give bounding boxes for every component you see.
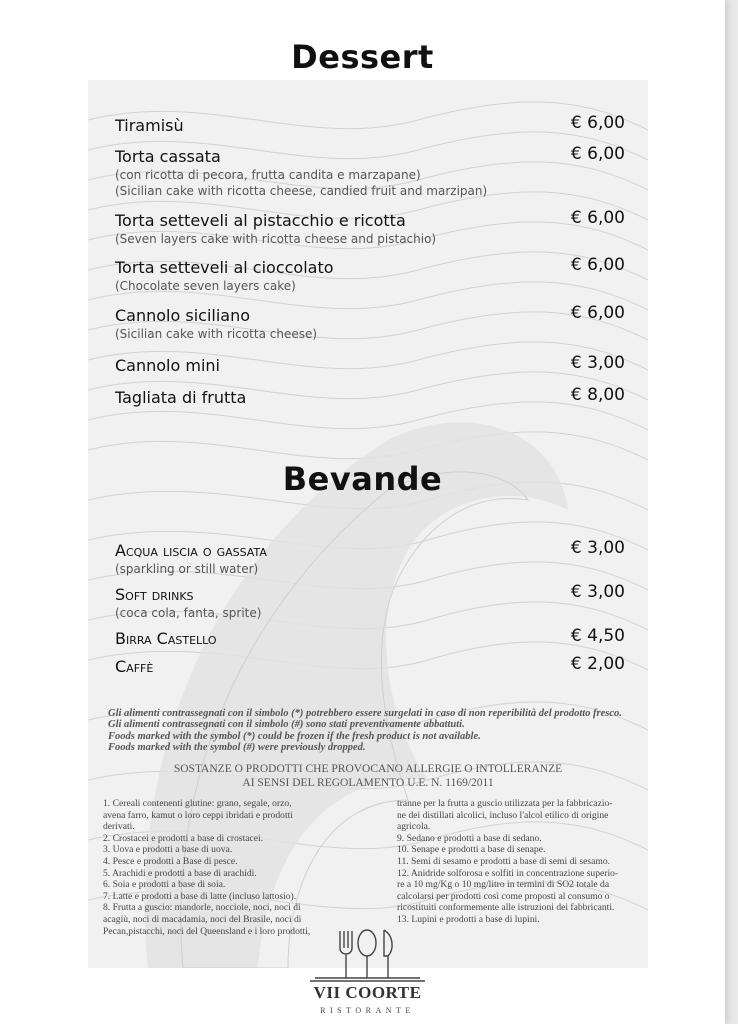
allergen-line: 13. Lupini e prodotti a base di lupini. xyxy=(397,913,540,925)
menu-item xyxy=(115,626,625,649)
allergen-line: 6. Soia e prodotti a base di soia. xyxy=(103,879,226,891)
allergens-title xyxy=(88,762,648,790)
allergen-line: ricostituiti conformemente alle istruzioni dei fabbricanti. xyxy=(397,902,615,914)
allergen-line: 5. Arachidi e prodotti a base di arachidi. xyxy=(103,867,257,879)
item-name: Caffè xyxy=(115,657,154,676)
item-price: € 8,00 xyxy=(570,385,625,405)
item-price: € 6,00 xyxy=(570,144,625,164)
item-description: (Sicilian cake with ricotta cheese, candied fruit and marzipan) xyxy=(115,184,488,198)
item-price: € 6,00 xyxy=(570,255,625,275)
allergen-line: 11. Semi di sesamo e prodotti a base di semi di sesamo. xyxy=(397,855,611,867)
restaurant-subtitle: RISTORANTE xyxy=(320,1006,415,1015)
allergens-title-line: AI SENSI DEL REGOLAMENTO U.E. N. 1169/2011 xyxy=(242,777,494,789)
bevande-title: Bevande xyxy=(282,460,443,498)
frozen-notice xyxy=(108,708,648,753)
notice-line: Foods marked with the symbol (#) were previously dropped. xyxy=(108,742,366,753)
allergen-line: 2. Crostacei e prodotti a base di crostacei. xyxy=(103,832,264,844)
allergen-line: calcolarsi per prodotti così come proposti al consumo o xyxy=(397,890,610,902)
item-name: Torta setteveli al cioccolato xyxy=(115,258,334,277)
item-price: € 3,00 xyxy=(570,582,625,602)
notice-line: Gli alimenti contrassegnati con il simbolo (#) sono stati preventivamente abbattuti. xyxy=(108,719,465,730)
item-name: Torta cassata xyxy=(115,147,221,166)
restaurant-name: VII COORTE xyxy=(313,983,422,1002)
item-description: (Seven layers cake with ricotta cheese and pistachio) xyxy=(115,232,437,246)
menu-item xyxy=(115,144,625,199)
allergen-line: 1. Cereali contenenti glutine: grano, segale, orzo, xyxy=(103,798,292,809)
item-description: (sparkling or still water) xyxy=(115,562,259,576)
item-name: Acqua liscia o gassata xyxy=(115,541,267,560)
menu-item xyxy=(115,255,625,294)
allergen-line: acagiù, noci di macadamia, noci del Brasile, noci di xyxy=(103,913,302,925)
item-price: € 3,00 xyxy=(570,353,625,373)
allergen-line: Pecan,pistacchi, noci del Queensland e i loro prodotti, xyxy=(103,925,311,937)
allergen-line: 3. Uova e prodotti a base di uova. xyxy=(103,844,233,856)
item-price: € 6,00 xyxy=(570,303,625,323)
allergen-line: 10. Senape e prodotti a base di senape. xyxy=(397,844,546,856)
menu-item xyxy=(115,113,625,136)
allergen-line: re a 10 mg/Kg o 10 mg/litro in termini di SO2 totale da xyxy=(397,879,610,891)
allergens-title-line: SOSTANZE O PRODOTTI CHE PROVOCANO ALLERGIE O INTOLLERANZE xyxy=(173,763,563,775)
notice-line: Foods marked with the symbol (*) could be frozen if the fresh product is not available. xyxy=(108,731,481,742)
allergen-line: 9. Sedano e prodotti a base di sedano. xyxy=(397,832,542,844)
allergen-line: ne dei distillati alcolici, incluso l'alcol etilico di origine xyxy=(397,809,609,821)
allergen-line: avena farro, kamut o loro ceppi ibridati e prodotti xyxy=(103,809,293,821)
allergen-line: 4. Pesce e prodotti a Base di pesce. xyxy=(103,855,238,867)
item-price: € 6,00 xyxy=(570,208,625,228)
dessert-title: Dessert xyxy=(291,38,434,76)
item-price: € 6,00 xyxy=(570,113,625,133)
allergen-line: 12. Anidride solforosa e solfiti in concentrazione superio- xyxy=(397,867,619,879)
item-price: € 4,50 xyxy=(570,626,625,646)
allergen-line: 8. Frutta a guscio: mandorle, nocciole, noci, noci di xyxy=(103,902,301,914)
notice-line: Gli alimenti contrassegnati con il simbolo (*) potrebbero essere surgelati in caso di non reperibilità del prodotto fresco. xyxy=(108,708,622,719)
item-name: Tagliata di frutta xyxy=(115,388,247,407)
menu-item xyxy=(115,303,625,342)
menu-item xyxy=(115,654,625,677)
allergen-line: derivati. xyxy=(103,821,135,833)
item-description: (Chocolate seven layers cake) xyxy=(115,279,296,293)
item-name: Cannolo mini xyxy=(115,356,220,375)
item-name: Cannolo siciliano xyxy=(115,306,251,325)
menu-item xyxy=(115,385,625,408)
item-name: Tiramisù xyxy=(115,116,184,135)
allergen-line: agricola. xyxy=(397,821,431,833)
item-name: Birra Castello xyxy=(115,629,217,648)
allergens-list-right xyxy=(397,798,637,926)
menu-item xyxy=(115,208,625,247)
item-description: (coca cola, fanta, sprite) xyxy=(115,606,262,620)
allergen-line: 7. Latte e prodotti a base di latte (incluso lattosio). xyxy=(103,890,297,902)
item-description: (con ricotta di pecora, frutta candita e marzapane) xyxy=(115,168,421,182)
allergens-list-left xyxy=(103,798,335,937)
allergen-line: tranne per la frutta a guscio utilizzata per la fabbricazio- xyxy=(397,798,613,809)
menu-item xyxy=(115,582,625,621)
item-description: (Sicilian cake with ricotta cheese) xyxy=(115,327,318,341)
menu-item xyxy=(115,353,625,376)
item-price: € 3,00 xyxy=(570,538,625,558)
item-name: Soft drinks xyxy=(115,585,194,604)
item-price: € 2,00 xyxy=(570,654,625,674)
menu-item xyxy=(115,538,625,577)
item-name: Torta setteveli al pistacchio e ricotta xyxy=(115,211,406,230)
